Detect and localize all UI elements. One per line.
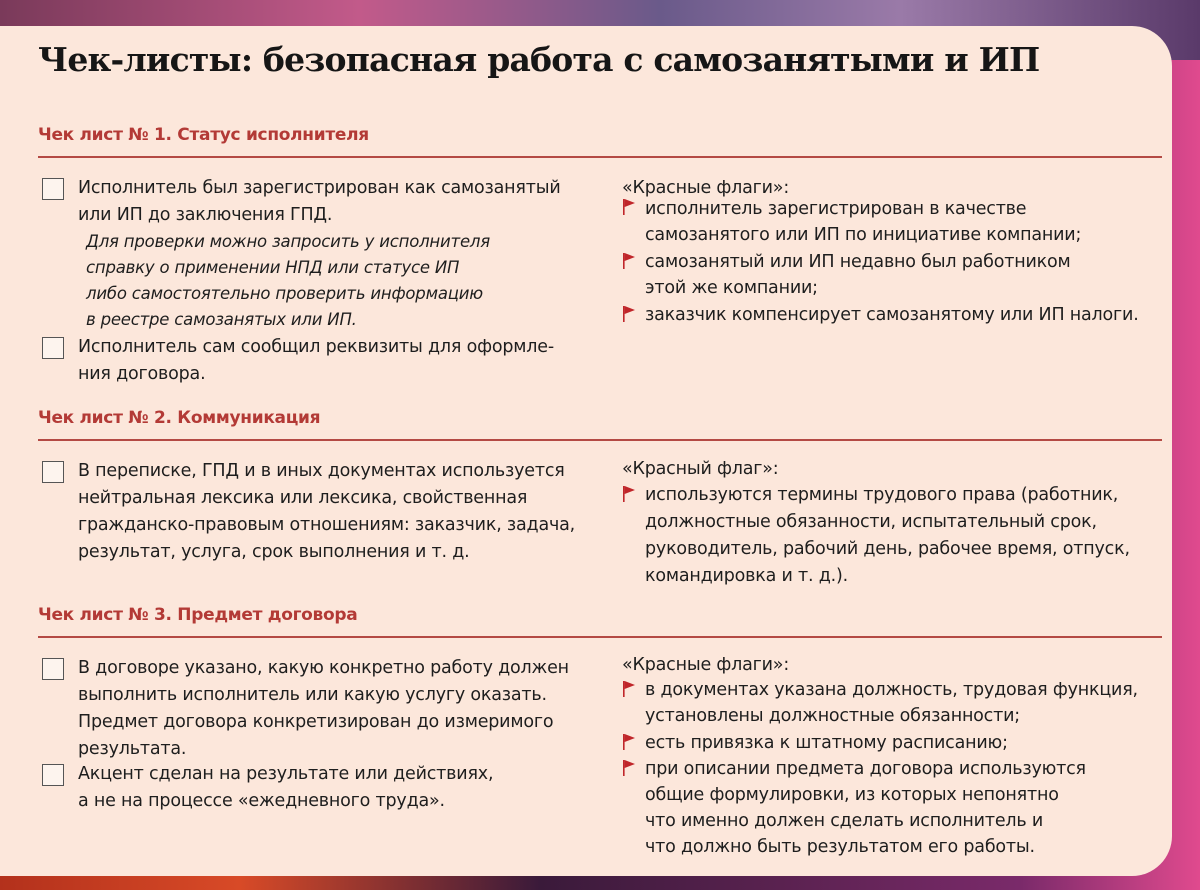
red-flag-text: общие формулировки, из которых непонятно xyxy=(645,785,1059,805)
checklist-item-text: результата. xyxy=(78,739,187,759)
red-flag-icon xyxy=(622,759,636,777)
red-flag-icon xyxy=(622,485,636,503)
checklist-item-text: результат, услуга, срок выполнения и т. д. xyxy=(78,542,470,562)
checklist-item-text: В переписке, ГПД и в иных документах используется xyxy=(78,461,565,481)
checkbox-status-details[interactable] xyxy=(42,337,64,359)
red-flag-heading: «Красный флаг»: xyxy=(622,459,779,479)
section-heading-2: Чек лист № 2. Коммуникация xyxy=(38,408,321,428)
checklist-card xyxy=(0,26,1172,876)
red-flag-text: в документах указана должность, трудовая функция, xyxy=(645,680,1138,700)
checklist-note: справку о применении НПД или статусе ИП xyxy=(86,258,460,277)
red-flag-text: установлены должностные обязанности; xyxy=(645,706,1020,726)
red-flag-text: есть привязка к штатному расписанию; xyxy=(645,733,1008,753)
red-flag-text: самозанятого или ИП по инициативе компании; xyxy=(645,225,1082,245)
red-flag-text: исполнитель зарегистрирован в качестве xyxy=(645,199,1027,219)
red-flag-text: что должно быть результатом его работы. xyxy=(645,837,1035,857)
checklist-item-text: ния договора. xyxy=(78,364,206,384)
checkbox-communication[interactable] xyxy=(42,461,64,483)
red-flag-text: используются термины трудового права (работник, xyxy=(645,485,1119,505)
checklist-item-text: Исполнитель был зарегистрирован как самозанятый xyxy=(78,178,561,198)
checklist-note: Для проверки можно запросить у исполнителя xyxy=(86,232,490,251)
checklist-item-text: нейтральная лексика или лексика, свойственная xyxy=(78,488,528,508)
checklist-item-text: Исполнитель сам сообщил реквизиты для оформле- xyxy=(78,337,554,357)
red-flag-icon xyxy=(622,305,636,323)
checklist-item-text: Предмет договора конкретизирован до измеримого xyxy=(78,712,554,732)
red-flag-text: должностные обязанности, испытательный срок, xyxy=(645,512,1097,532)
red-flag-icon xyxy=(622,198,636,216)
red-flag-icon xyxy=(622,680,636,698)
section-divider-3 xyxy=(38,636,1162,638)
checklist-note: либо самостоятельно проверить информацию xyxy=(86,284,483,303)
checklist-item-text: или ИП до заключения ГПД. xyxy=(78,205,333,225)
red-flag-text: заказчик компенсирует самозанятому или ИП налоги. xyxy=(645,305,1139,325)
red-flag-text: самозанятый или ИП недавно был работником xyxy=(645,252,1071,272)
page-title: Чек-листы: безопасная работа с самозанятыми и ИП xyxy=(38,40,1040,79)
checklist-item-text: выполнить исполнитель или какую услугу оказать. xyxy=(78,685,547,705)
section-heading-1: Чек лист № 1. Статус исполнителя xyxy=(38,125,369,145)
checkbox-subject-result[interactable] xyxy=(42,764,64,786)
red-flag-icon xyxy=(622,252,636,270)
red-flags-heading: «Красные флаги»: xyxy=(622,655,790,675)
red-flag-text: что именно должен сделать исполнитель и xyxy=(645,811,1044,831)
checkbox-status-registered[interactable] xyxy=(42,178,64,200)
checklist-item-text: Акцент сделан на результате или действиях, xyxy=(78,764,494,784)
checklist-item-text: а не на процессе «ежедневного труда». xyxy=(78,791,445,811)
checklist-item-text: гражданско-правовым отношениям: заказчик, задача, xyxy=(78,515,576,535)
section-divider-1 xyxy=(38,156,1162,158)
red-flag-text: командировка и т. д.). xyxy=(645,566,849,586)
red-flag-text: этой же компании; xyxy=(645,278,818,298)
red-flag-text: при описании предмета договора используются xyxy=(645,759,1086,779)
checkbox-subject-specific[interactable] xyxy=(42,658,64,680)
section-divider-2 xyxy=(38,439,1162,441)
red-flag-text: руководитель, рабочий день, рабочее время, отпуск, xyxy=(645,539,1130,559)
red-flags-heading: «Красные флаги»: xyxy=(622,178,790,198)
section-heading-3: Чек лист № 3. Предмет договора xyxy=(38,605,358,625)
red-flag-icon xyxy=(622,733,636,751)
checklist-note: в реестре самозанятых или ИП. xyxy=(86,310,357,329)
checklist-item-text: В договоре указано, какую конкретно работу должен xyxy=(78,658,569,678)
